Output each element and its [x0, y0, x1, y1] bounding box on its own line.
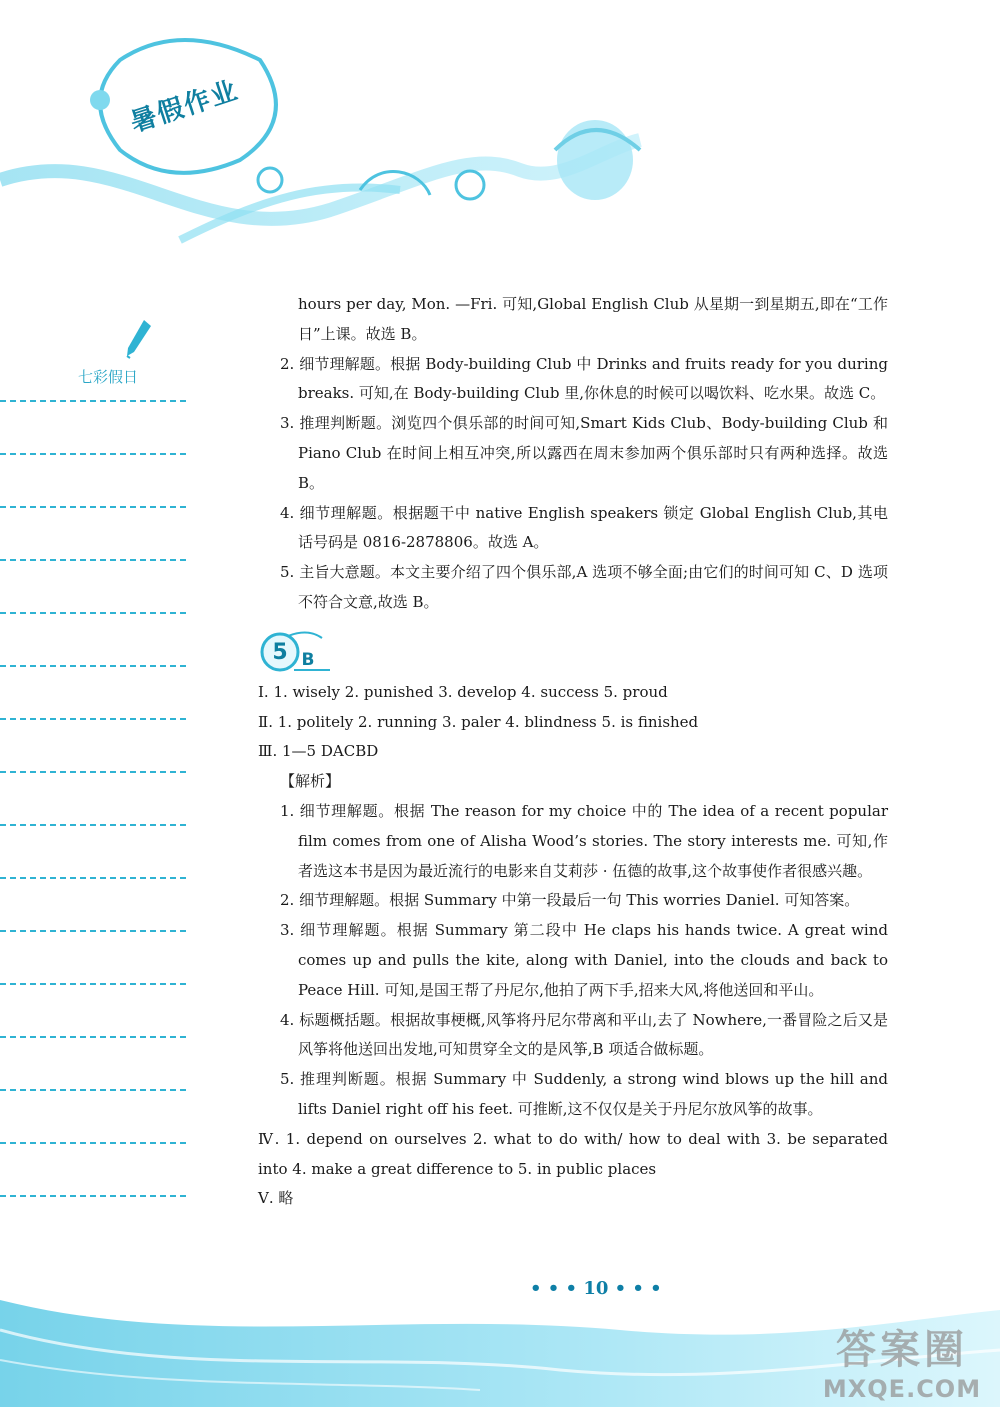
note-line — [0, 771, 186, 773]
watermark-bottom: MXQE.COM — [822, 1375, 982, 1403]
analysis-item: 3. 细节理解题。根据 Summary 第二段中 He claps his hands twice. A great wind comes up and pulls the kite, along with Daniel, into the clouds and back to Peace Hill. 可知,是国王帮了丹尼尔,他拍了两下手,招来大风,将他送回和平山。 — [280, 921, 888, 999]
analysis-label: 【解析】 — [280, 772, 341, 791]
paragraph: 2. 细节理解题。根据 Body-building Club 中 Drinks and fruits ready for you during breaks. 可知,在 Body-building Club 里,你休息的时候可以喝饮料、吃水果。故选 C。 — [280, 354, 888, 403]
watermark-logo — [812, 1318, 992, 1403]
note-line — [0, 877, 186, 879]
answer-line: Ⅱ. 1. politely 2. running 3. paler 4. blindness 5. is finished — [258, 712, 699, 731]
pen-icon — [124, 318, 154, 360]
section-badge-icon — [258, 626, 338, 674]
note-line — [0, 930, 186, 932]
paragraph: hours per day, Mon. —Fri. 可知,Global English Club 从星期一到星期五,即在“工作日”上课。故选 B。 — [298, 295, 888, 343]
paragraph: 4. 细节理解题。根据题干中 native English speakers 锁定 Global English Club,其电话号码是 0816-2878806。故选 A。 — [280, 503, 888, 552]
analysis-item: 5. 推理判断题。根据 Summary 中 Suddenly, a strong wind blows up the hill and lifts Daniel right off his feet. 可推断,这不仅仅是关于丹尼尔放风筝的故事。 — [280, 1070, 888, 1118]
page-number: • • • 10 • • • — [530, 1278, 662, 1299]
analysis-item: 1. 细节理解题。根据 The reason for my choice 中的 The idea of a recent popular film comes from one of Alisha Wood’s stories. The story interests me. 可知,作者选这本书是因为最近流行的电影来自艾莉莎 · 伍德的故事,这个故事使作者很感兴趣。 — [280, 801, 888, 880]
analysis-item: 2. 细节理解题。根据 Summary 中第一段最后一句 This worries Daniel. 可知答案。 — [280, 891, 860, 910]
answer-line: Ⅴ. 略 — [258, 1189, 294, 1208]
note-line — [0, 400, 186, 402]
paragraph: 3. 推理判断题。浏览四个俱乐部的时间可知,Smart Kids Club、Body-building Club 和 Piano Club 在时间上相互冲突,所以露西在周末参加两个俱乐部时只有两种选择。故选 B。 — [280, 414, 888, 492]
sidebar-label: 七彩假日 — [78, 368, 139, 386]
note-lines — [0, 400, 190, 1248]
note-line — [0, 665, 186, 667]
watermark-top: 答案圈 — [836, 1327, 968, 1373]
note-line — [0, 824, 186, 826]
note-line — [0, 718, 186, 720]
analysis-item: 4. 标题概括题。根据故事梗概,风筝将丹尼尔带离和平山,去了 Nowhere,一番冒险之后又是风筝将他送回出发地,可知贯穿全文的是风筝,B 项适合做标题。 — [280, 1010, 888, 1059]
note-line — [0, 1036, 186, 1038]
section-badge — [258, 626, 888, 674]
answer-line: Ⅲ. 1—5 DACBD — [258, 742, 379, 761]
note-line — [0, 1142, 186, 1144]
note-line — [0, 506, 186, 508]
answer-content — [258, 290, 888, 1214]
section-number: 5 — [272, 639, 288, 665]
note-line — [0, 1195, 186, 1197]
paragraph: 5. 主旨大意题。本文主要介绍了四个俱乐部,A 选项不够全面;由它们的时间可知 C、D 选项不符合文意,故选 B。 — [280, 563, 888, 611]
note-line — [0, 612, 186, 614]
note-line — [0, 453, 186, 455]
note-line — [0, 559, 186, 561]
answer-line: Ⅳ. 1. depend on ourselves 2. what to do with/ how to deal with 3. be separated into 4. make a great difference to 5. in public places — [258, 1129, 888, 1178]
section-letter: B — [301, 649, 315, 670]
header-title: 暑假作业 — [126, 75, 243, 139]
note-line — [0, 983, 186, 985]
answer-line: Ⅰ. 1. wisely 2. punished 3. develop 4. success 5. proud — [258, 682, 668, 701]
note-line — [0, 1089, 186, 1091]
